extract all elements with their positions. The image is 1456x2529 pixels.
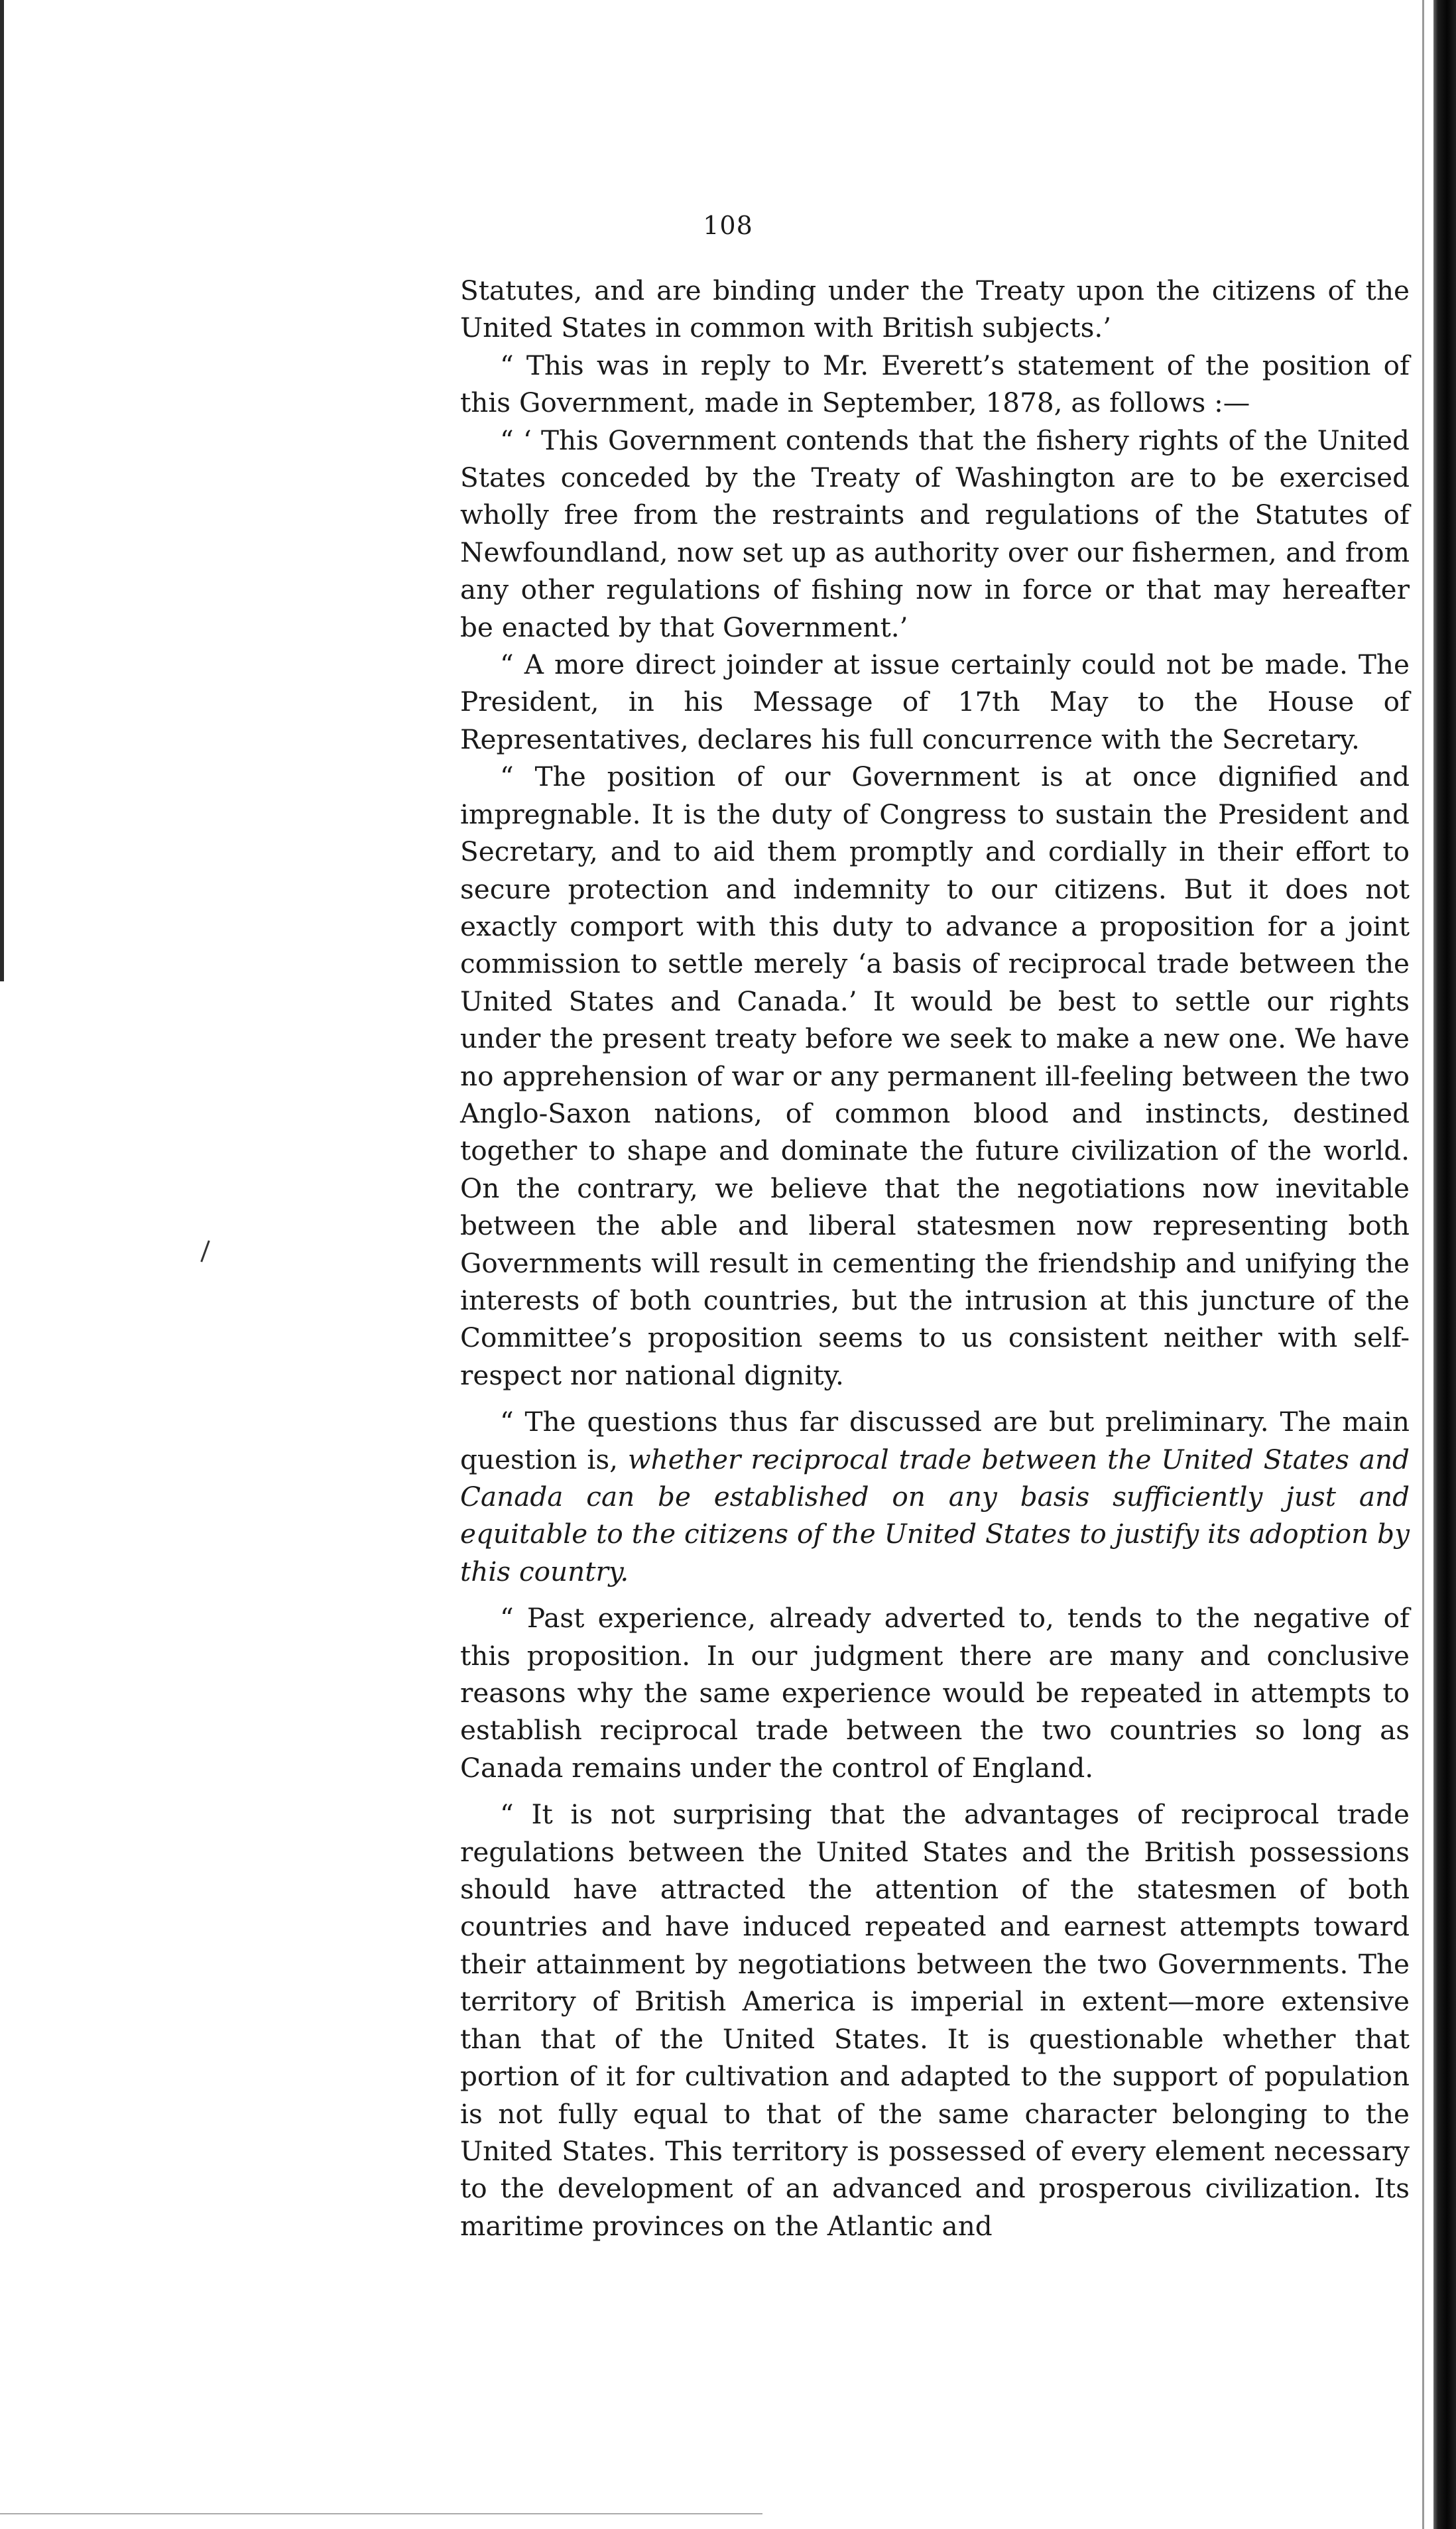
page-number: 108 <box>703 211 753 240</box>
paragraph: “ ‘ This Government contends that the fishery rights of the United States conceded by the Treaty of Washington are to be exercised wholly free from the restraints and regulations of the Statutes of Newfoundland, now set up as authority over our fishermen, and from any other regulations of fishing now in force or that may hereafter be enacted by that Government.’ <box>460 424 1410 643</box>
paragraph: “ Past experience, already adverted to, tends to the negative of this proposition. In our judgment there are many and conclusive reasons why the same experience would be repeated in attempts to establish reciprocal trade between the two countries so long as Canada remains under the control of England. <box>460 1602 1410 1784</box>
paragraph: “ A more direct joinder at issue certainly could not be made. The President, in his Message of 17th May to the House of Representatives, declares his full concurrence with the Secretary. <box>460 648 1410 755</box>
stray-pencil-mark <box>200 1241 210 1263</box>
paragraph: “ The position of our Government is at once dignified and impregnable. It is the duty of Congress to sustain the President and Secretary, and to aid them promptly and cordially in their effort to secure protection and indemnity to our citizens. But it does not exactly comport with this duty to advance a proposition for a joint commission to settle merely ‘a basis of reciprocal trade between the United States and Canada.’ It would be best to settle our rights under the present treaty before we seek to make a new one. We have no apprehension of war or any permanent ill-feeling between the two Anglo-Saxon nations, of common blood and instincts, destined together to shape and dominate the future civilization of the world. On the contrary, we believe that the negotiations now inevitable between the able and liberal statesmen now representing both Governments will result in cementing the friendship and unifying the interests of both countries, but the intrusion at this juncture of the Committee’s proposition seems to us consistent neither with self-respect nor national dignity. <box>460 761 1410 1391</box>
paragraph: “ It is not surprising that the advantages of reciprocal trade regulations between the United States and the British possessions should have attracted the attention of the statesmen of both countries and have induced repeated and earnest attempts toward their attainment by negotiations between the two Governments. The territory of British America is imperial in extent—more extensive than that of the United States. It is questionable whether that portion of it for cultivation and adapted to the support of population is not fully equal to that of the same character belonging to the United States. This territory is possessed of every element necessary to the development of an advanced and prosperous civilization. Its maritime provinces on the Atlantic and <box>460 1798 1410 2242</box>
paragraph-continuation: Statutes, and are binding under the Treaty upon the citizens of the United States in common with British subjects.’ <box>460 275 1410 344</box>
paragraph-with-italic <box>460 1403 1410 1590</box>
left-margin-scan-mark <box>0 0 4 981</box>
right-binding-edge <box>1433 0 1456 2529</box>
body-text <box>460 272 1410 2245</box>
paragraph: “ This was in reply to Mr. Everett’s statement of the position of this Government, made in September, 1878, as follows :— <box>460 349 1410 419</box>
bottom-scan-line <box>0 2513 762 2514</box>
paragraph-lead-text: “ The questions thus far discussed are but preliminary. The main question is, <box>460 1406 1410 1475</box>
binding-line <box>1422 0 1424 2529</box>
italic-question: whether reciprocal trade between the United States and Canada can be established on any basis sufficiently just and equitable to the citizens of the United States to justify its adoption by this country. <box>460 1443 1410 1587</box>
